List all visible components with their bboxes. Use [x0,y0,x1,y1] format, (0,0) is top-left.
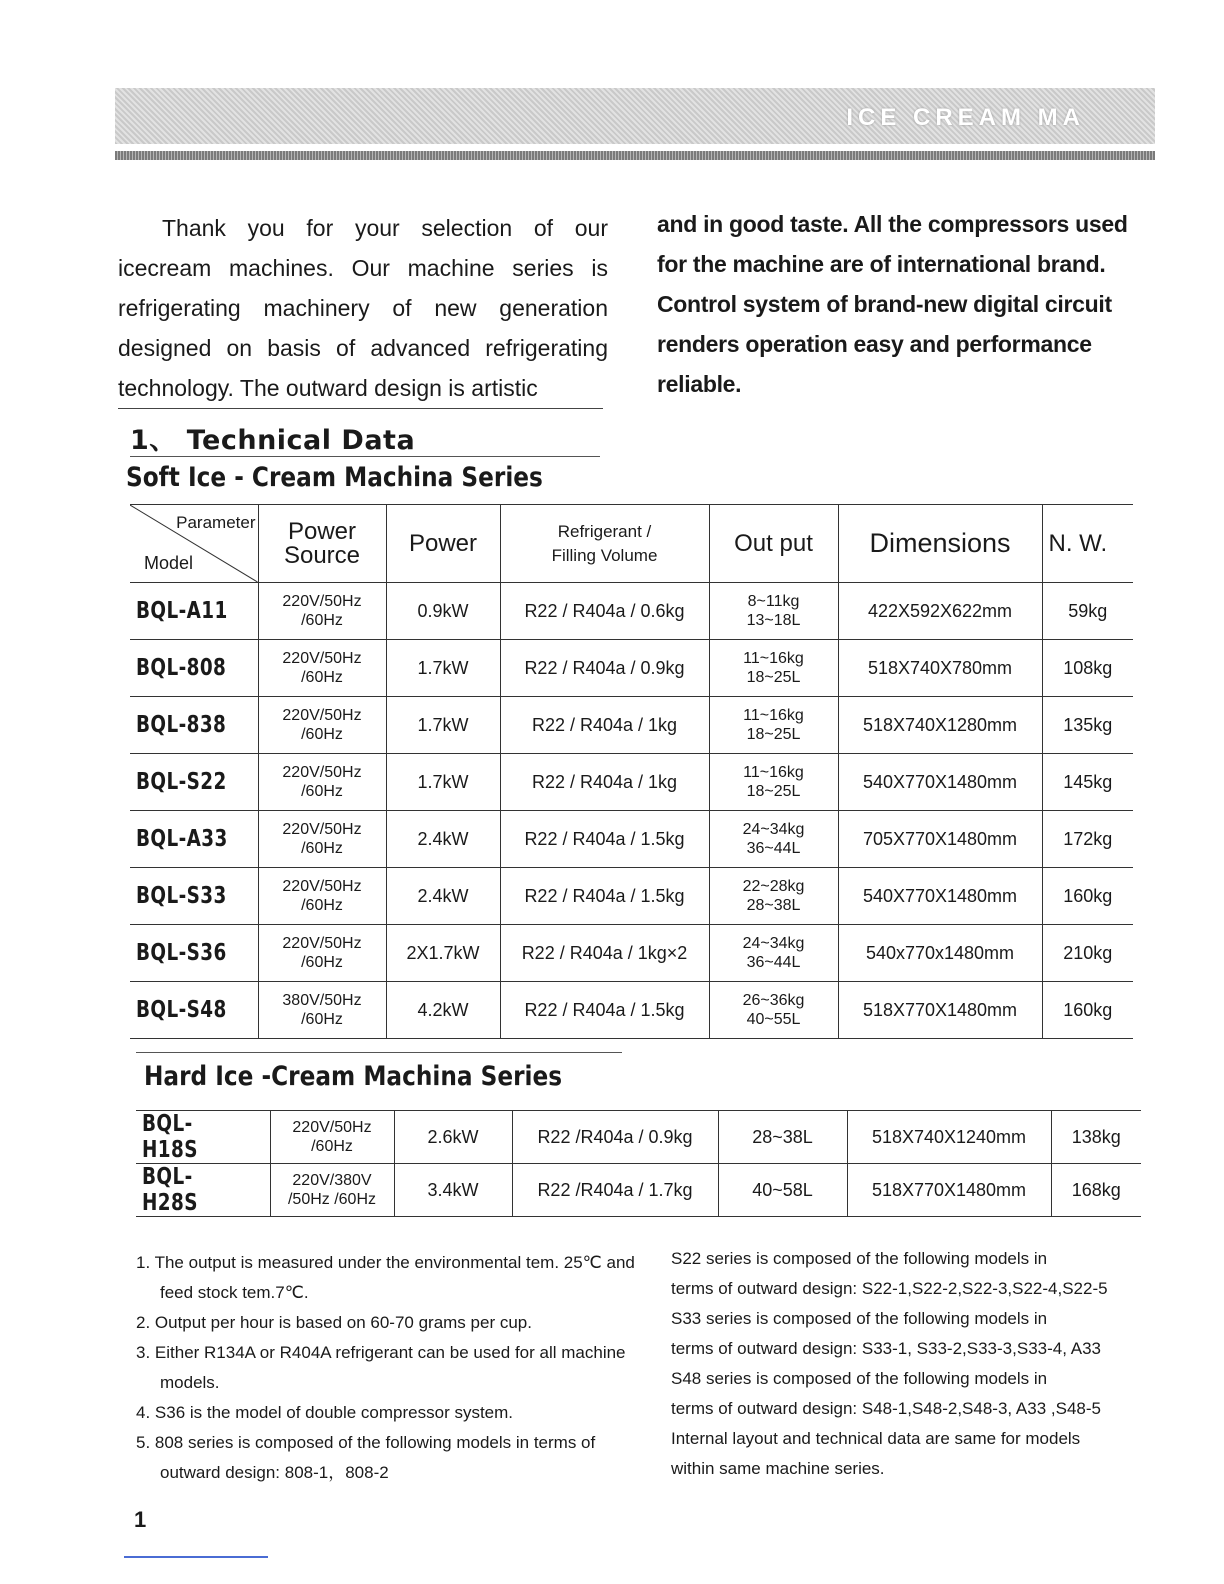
refrigerant-cell: R22 /R404a / 1.7kg [512,1164,718,1217]
weight-cell: 135kg [1042,697,1133,754]
weight-cell: 160kg [1042,868,1133,925]
section-title [130,418,415,457]
intro-divider [118,408,603,409]
section-heading: Technical Data [186,425,416,456]
power-source-header: Power Source [258,505,386,583]
notes-right [671,1244,1151,1484]
power-cell: 2.4kW [386,811,500,868]
refrigerant-cell: R22 / R404a / 0.9kg [500,640,709,697]
power-cell: 0.9kW [386,583,500,640]
hard-series-title: Hard Ice -Cream Machina Series [144,1061,563,1092]
table-row [130,868,1133,925]
power-source-line1: 220V/50Hz [282,821,362,838]
output-kg: 24~34kg [742,821,805,838]
power-source-cell [270,1164,394,1217]
model-name: BQL-S33 [136,883,227,909]
weight-cell: 210kg [1042,925,1133,982]
weight-cell: 172kg [1042,811,1133,868]
parameter-label: Parameter [176,513,256,532]
output-header: Out put [709,505,838,583]
refrigerant-header-line1: Refrigerant / [557,521,652,541]
power-header: Power [386,505,500,583]
output-cell [709,583,838,640]
weight-cell: 160kg [1042,982,1133,1039]
section-divider [130,456,600,457]
power-source-line2: /60Hz [311,1138,353,1155]
intro-left-text: Thank you for your selection of our icecream machines. Our machine series is refrigerating machinery of new generation designed on basis of advanced refrigerating technology. The outward design is artistic [118,215,608,401]
power-source-cell [258,583,386,640]
dimensions-cell: 422X592X622mm [838,583,1042,640]
refrigerant-header [500,505,709,583]
output-cell: 40~58L [718,1164,847,1217]
output-cell [709,640,838,697]
page-number: 1 [134,1507,147,1532]
note-2: 2. Output per hour is based on 60-70 grams per cup. [136,1313,532,1332]
output-kg: 11~16kg [743,764,804,781]
notes-left [136,1248,636,1488]
power-source-line1: 220V/50Hz [282,593,362,610]
power-source-cell [258,811,386,868]
output-cell [709,925,838,982]
table-row [130,583,1133,640]
param-model-header-cell [130,505,258,583]
output-l: 36~44L [746,954,801,971]
note-1: 1. The output is measured under the environmental tem. 25℃ and feed stock tem.7℃. [136,1253,635,1302]
power-cell: 4.2kW [386,982,500,1039]
output-cell [709,811,838,868]
output-kg: 11~16kg [743,650,804,667]
series-note-line: S33 series is composed of the following models in [671,1309,1048,1328]
power-source-line2: /60Hz [301,783,343,800]
power-source-line1: 220V/50Hz [282,935,362,952]
power-source-line2: /60Hz [301,612,343,629]
hard-series-table [136,1110,1141,1217]
table-row [130,640,1133,697]
series-note-line: S48 series is composed of the following models in [671,1369,1048,1388]
power-source-line1: 380V/50Hz [282,992,362,1009]
refrigerant-cell: R22 / R404a / 1kg [500,754,709,811]
power-cell: 1.7kW [386,697,500,754]
series-note-line: terms of outward design: S22-1,S22-2,S22-3,S22-4,S22-5 [671,1279,1108,1298]
dimensions-cell: 540X770X1480mm [838,754,1042,811]
power-cell: 2.4kW [386,868,500,925]
power-source-cell [258,868,386,925]
output-cell [709,868,838,925]
power-source-line2: /60Hz [301,726,343,743]
output-kg: 11~16kg [743,707,804,724]
table-row [130,697,1133,754]
model-name: BQL-S48 [136,997,227,1023]
dimensions-cell: 518X740X780mm [838,640,1042,697]
note-5: 5. 808 series is composed of the following models in terms of outward design: 808-1，808-2 [136,1433,596,1482]
power-source-line2: /60Hz [301,840,343,857]
output-l: 18~25L [746,669,801,686]
dimensions-header: Dimensions [838,505,1042,583]
power-source-cell [258,754,386,811]
power-cell: 2.6kW [394,1111,512,1164]
power-source-line2: /50Hz /60Hz [287,1191,377,1208]
power-source-cell [258,640,386,697]
table-row [136,1111,1141,1164]
power-cell: 1.7kW [386,640,500,697]
table-header-row [130,505,1133,583]
model-name: BQL-H28S [142,1164,198,1216]
power-source-line1: 220V/50Hz [292,1119,372,1136]
power-source-line1: 220V/50Hz [282,878,362,895]
header-rule [115,151,1155,160]
series-note-line: within same machine series. [671,1459,885,1478]
power-source-line1: 220V/380V [292,1172,372,1189]
table-row [130,811,1133,868]
banner-title: ICE CREAM MA [846,104,1085,131]
model-name: BQL-S36 [136,940,227,966]
table-row [136,1164,1141,1217]
power-source-line1: 220V/50Hz [282,707,362,724]
weight-cell: 145kg [1042,754,1133,811]
series-note-line: terms of outward design: S48-1,S48-2,S48-3, A33 ,S48-5 [671,1399,1101,1418]
note-3: 3. Either R134A or R404A refrigerant can be used for all machine models. [136,1343,626,1392]
model-name: BQL-808 [136,655,227,681]
table-row [130,754,1133,811]
power-source-line2: /60Hz [301,669,343,686]
power-source-line2: /60Hz [301,897,343,914]
output-l: 28~38L [746,897,801,914]
refrigerant-cell: R22 / R404a / 1kg [500,697,709,754]
refrigerant-cell: R22 / R404a / 1kg×2 [500,925,709,982]
soft-series-table [130,504,1133,1039]
note-4: 4. S36 is the model of double compressor system. [136,1403,514,1422]
refrigerant-cell: R22 / R404a / 1.5kg [500,982,709,1039]
soft-series-title: Soft Ice - Cream Machina Series [126,462,543,493]
dimensions-cell: 518X740X1280mm [838,697,1042,754]
dimensions-cell: 705X770X1480mm [838,811,1042,868]
output-kg: 26~36kg [742,992,805,1009]
power-source-cell [258,982,386,1039]
model-name: BQL-838 [136,712,227,738]
power-cell: 2X1.7kW [386,925,500,982]
power-source-cell [258,925,386,982]
power-source-cell [258,697,386,754]
power-source-line1: 220V/50Hz [282,764,362,781]
header-banner [115,88,1155,144]
output-kg: 22~28kg [742,878,805,895]
model-name: BQL-A11 [136,598,228,624]
series-note-line: terms of outward design: S33-1, S33-2,S33-3,S33-4, A33 [671,1339,1101,1358]
refrigerant-header-line2: Filling Volume [551,545,658,565]
output-l: 36~44L [746,840,801,857]
weight-cell: 108kg [1042,640,1133,697]
weight-cell: 138kg [1051,1111,1141,1164]
model-label: Model [144,553,194,573]
table-row [130,925,1133,982]
dimensions-cell: 518X770X1480mm [847,1164,1051,1217]
output-l: 18~25L [746,783,801,800]
section-number: 1、 [130,425,177,456]
model-name: BQL-A33 [136,826,228,852]
model-name: BQL-S22 [136,769,227,795]
table-row [130,982,1133,1039]
output-l: 40~55L [746,1011,801,1028]
model-name: BQL-H18S [142,1111,198,1163]
power-source-cell [270,1111,394,1164]
output-cell [709,697,838,754]
output-l: 18~25L [746,726,801,743]
dimensions-cell: 518X740X1240mm [847,1111,1051,1164]
power-source-line1: 220V/50Hz [282,650,362,667]
output-cell: 28~38L [718,1111,847,1164]
output-kg: 8~11kg [747,593,800,610]
refrigerant-cell: R22 / R404a / 0.6kg [500,583,709,640]
series-note-line: Internal layout and technical data are same for models [671,1429,1081,1448]
output-l: 13~18L [746,612,801,629]
output-kg: 24~34kg [742,935,805,952]
dimensions-cell: 540x770x1480mm [838,925,1042,982]
dimensions-cell: 540X770X1480mm [838,868,1042,925]
power-source-line2: /60Hz [301,954,343,971]
nw-header: N. W. [1042,505,1133,583]
power-cell: 1.7kW [386,754,500,811]
weight-cell: 168kg [1051,1164,1141,1217]
intro-right-text: and in good taste. All the compressors used for the machine are of international brand. Control system of brand-new digital circuit renders operation easy and performance reliable. [657,211,1128,397]
footer-line [124,1556,268,1558]
dimensions-cell: 518X770X1480mm [838,982,1042,1039]
refrigerant-cell: R22 /R404a / 0.9kg [512,1111,718,1164]
power-cell: 3.4kW [394,1164,512,1217]
refrigerant-cell: R22 / R404a / 1.5kg [500,868,709,925]
series-note-line: S22 series is composed of the following models in [671,1249,1048,1268]
hard-series-divider [136,1052,622,1053]
output-cell [709,982,838,1039]
output-cell [709,754,838,811]
power-source-line2: /60Hz [301,1011,343,1028]
refrigerant-cell: R22 / R404a / 1.5kg [500,811,709,868]
weight-cell: 59kg [1042,583,1133,640]
